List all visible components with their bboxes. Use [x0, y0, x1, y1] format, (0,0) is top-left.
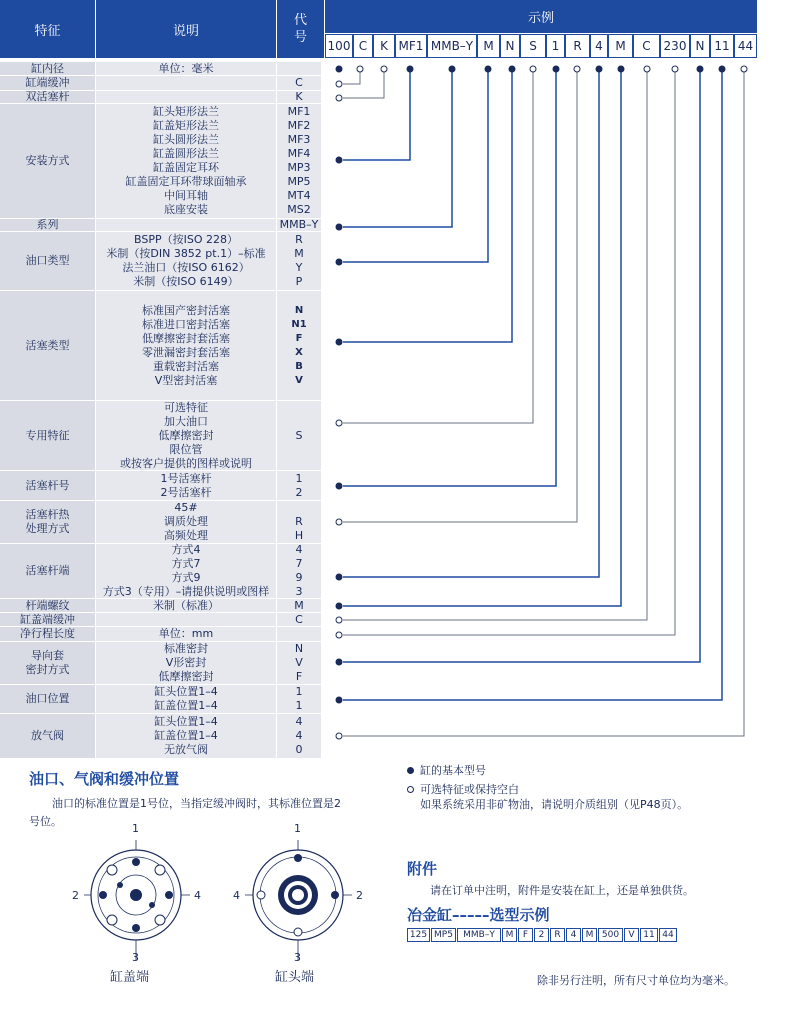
connector-line — [343, 72, 577, 522]
example-code-cell: K — [373, 34, 395, 58]
code-line: Y — [295, 261, 303, 274]
feature-cell: 活塞杆热 处理方式 — [0, 501, 95, 543]
example-code-cell: MF1 — [395, 34, 427, 58]
feature-cell: 净行程长度 — [0, 627, 95, 641]
example-marker — [644, 66, 650, 72]
filled-marker — [336, 483, 342, 489]
code-line: C — [295, 612, 303, 626]
code-line: 1 — [295, 471, 303, 485]
code-line: K — [295, 90, 303, 103]
open-marker — [336, 81, 342, 87]
example-code-cell: N — [500, 34, 520, 58]
feature-cell: 油口位置 — [0, 685, 95, 713]
code-line: V — [295, 374, 303, 386]
description-line: BSPP（按ISO 228） — [134, 233, 238, 246]
example-code-cell: M — [477, 34, 500, 58]
code-line: 9 — [295, 571, 303, 584]
example-marker — [530, 66, 536, 72]
feature-cell: 活塞类型 — [0, 291, 95, 400]
filled-marker — [336, 659, 342, 665]
description-line: 低摩擦密封 — [158, 670, 214, 683]
example-marker — [697, 66, 703, 72]
open-dot-icon — [407, 786, 414, 793]
head-pos-2: 2 — [356, 889, 363, 902]
description-line: V型密封活塞 — [154, 373, 218, 387]
example-marker — [485, 66, 491, 72]
connector-line — [343, 72, 556, 486]
description-line: 标准国产密封活塞 — [142, 303, 230, 317]
selection-code-cell: 4 — [566, 928, 581, 942]
feature-cell: 安装方式 — [0, 104, 95, 218]
cap-end-label: 缸盖端 — [110, 970, 150, 985]
selection-code-cell: 2 — [534, 928, 549, 942]
code-line: M — [294, 598, 304, 612]
selection-code-cell: F — [518, 928, 533, 942]
selection-code-cell: MMB–Y — [457, 928, 501, 942]
open-marker — [336, 420, 342, 426]
code-line: MP5 — [287, 175, 311, 188]
cap-pos-4: 4 — [194, 889, 201, 902]
header-description: 说明 — [96, 0, 276, 58]
code-line: C — [295, 76, 303, 89]
example-marker — [449, 66, 455, 72]
connector-line — [343, 72, 410, 160]
connector-line — [343, 72, 360, 84]
footer-note: 除非另行注明，所有尺寸单位均为毫米。 — [537, 974, 735, 987]
description-line: 无放气阀 — [164, 743, 208, 756]
code-line: 0 — [295, 743, 303, 756]
feature-cell: 系列 — [0, 219, 95, 231]
description-line: 米制（标准） — [153, 598, 219, 612]
cap-pos-1: 1 — [132, 822, 139, 835]
code-line: M — [294, 247, 304, 260]
filled-marker — [336, 66, 342, 72]
legend-open — [407, 781, 519, 797]
code-line: 2 — [295, 485, 303, 499]
description-line: 高频处理 — [164, 529, 208, 542]
accessory-text: 请在订单中注明，附件是安装在缸上，还是单独供货。 — [430, 884, 694, 897]
description-line: 方式7 — [171, 557, 201, 570]
port-text-1: 油口的标准位置是1号位，当指定缓冲阀时，其标准位置是2 — [52, 797, 341, 810]
description-line: 标准进口密封活塞 — [142, 317, 230, 331]
description-line: 缸盖矩形法兰 — [153, 119, 219, 132]
code-line: MF2 — [287, 119, 311, 132]
description-line: 低摩擦密封套活塞 — [142, 331, 230, 345]
connector-line — [343, 72, 488, 262]
connector-line — [343, 72, 452, 227]
legend-open-text: 可选特征或保持空白 — [420, 783, 519, 796]
filled-marker — [336, 224, 342, 230]
selection-code-cell: R — [550, 928, 565, 942]
description-line: 加大油口 — [164, 414, 208, 428]
connector-line — [343, 72, 621, 606]
description-line: 方式4 — [171, 543, 201, 556]
selection-code-cell: M — [502, 928, 517, 942]
example-code-cell: C — [353, 34, 373, 58]
filled-marker — [336, 339, 342, 345]
description-line: 方式9 — [171, 571, 201, 584]
filled-dot-icon — [407, 767, 414, 774]
example-code-cell: M — [608, 34, 633, 58]
selection-code-cell: V — [624, 928, 639, 942]
description-line: 单位：毫米 — [158, 61, 214, 75]
filled-marker — [336, 259, 342, 265]
description-line: 可选特征 — [164, 400, 208, 414]
description-line: 缸盖固定耳环 — [153, 161, 219, 174]
description-line: 米制（按DIN 3852 pt.1）–标准 — [106, 247, 266, 260]
legend-note: 如果系统采用非矿物油，请说明介质组别（见P48页）。 — [420, 798, 689, 811]
connector-line — [343, 72, 533, 423]
feature-cell: 导向套 密封方式 — [0, 642, 95, 684]
example-marker — [407, 66, 413, 72]
description-line: 米制（按ISO 6149） — [133, 275, 239, 288]
code-line: N1 — [291, 318, 307, 330]
description-line: 标准密封 — [164, 642, 208, 655]
feature-cell: 活塞杆号 — [0, 471, 95, 500]
selection-code-cell: 125 — [407, 928, 430, 942]
code-line: X — [295, 346, 303, 358]
connector-line — [343, 72, 384, 98]
selection-code-cell: 44 — [659, 928, 677, 942]
example-marker — [357, 66, 363, 72]
example-code-cell: N — [690, 34, 710, 58]
description-line: 低摩擦密封 — [158, 428, 214, 442]
code-line: MT4 — [287, 189, 311, 202]
connector-line — [343, 72, 744, 736]
code-line: F — [295, 670, 303, 683]
example-code-cell: S — [520, 34, 546, 58]
description-line: 方式3（专用）–请提供说明或图样 — [102, 585, 270, 598]
example-code-cell: 4 — [590, 34, 608, 58]
open-marker — [336, 519, 342, 525]
selection-code-cell: M — [582, 928, 597, 942]
legend-filled — [407, 762, 486, 778]
example-code-cell: 230 — [660, 34, 690, 58]
feature-cell: 双活塞杆 — [0, 91, 95, 103]
code-line: 4 — [295, 729, 303, 742]
code-line: MF4 — [287, 147, 311, 160]
filled-marker — [336, 574, 342, 580]
head-end-label: 缸头端 — [275, 970, 315, 985]
filled-marker — [336, 157, 342, 163]
selection-code-cell: MP5 — [431, 928, 456, 942]
example-code-cell: MMB–Y — [427, 34, 477, 58]
description-line: 缸盖圆形法兰 — [153, 147, 219, 160]
description-line: 单位：mm — [158, 627, 214, 640]
description-line: 缸盖固定耳环带球面轴承 — [125, 175, 247, 188]
filled-marker — [336, 603, 342, 609]
feature-cell: 缸盖端缓冲 — [0, 613, 95, 626]
description-line: 缸盖位置1–4 — [154, 729, 218, 742]
description-line: 45# — [174, 501, 198, 514]
example-marker — [719, 66, 725, 72]
description-line: 法兰油口（按ISO 6162） — [122, 261, 250, 274]
legend-filled-text: 缸的基本型号 — [420, 764, 486, 777]
code-line: MP3 — [287, 161, 311, 174]
description-line: 缸头位置1–4 — [154, 715, 218, 728]
cap-end-diagram — [84, 840, 190, 960]
example-code-cell: C — [633, 34, 660, 58]
example-marker — [574, 66, 580, 72]
open-marker — [336, 617, 342, 623]
description-line: 或按客户提供的图样或说明 — [120, 456, 252, 470]
selection-title: 冶金缸–––––选型示例 — [407, 906, 550, 924]
example-code-cell: R — [565, 34, 590, 58]
feature-cell: 缸内径 — [0, 62, 95, 75]
example-code-cell: 44 — [734, 34, 757, 58]
head-pos-1: 1 — [294, 822, 301, 835]
description-line: 底座安装 — [164, 203, 208, 216]
code-line: 7 — [295, 557, 303, 570]
code-line: P — [295, 275, 303, 288]
head-pos-4: 4 — [233, 889, 240, 902]
head-pos-3: 3 — [294, 951, 301, 964]
example-marker — [509, 66, 515, 72]
code-line: 4 — [295, 715, 303, 728]
connector-line — [343, 72, 599, 577]
example-marker — [553, 66, 559, 72]
open-marker — [336, 632, 342, 638]
code-line: H — [294, 529, 304, 542]
port-section-title: 油口、气阀和缓冲位置 — [29, 770, 180, 788]
filled-marker — [336, 697, 342, 703]
code-line: 1 — [295, 699, 303, 712]
header-example: 示例 — [325, 0, 757, 33]
port-text-2: 号位。 — [29, 815, 62, 828]
code-line: R — [295, 515, 303, 528]
example-marker — [741, 66, 747, 72]
feature-cell: 油口类型 — [0, 232, 95, 290]
example-marker — [381, 66, 387, 72]
header-feature: 特征 — [0, 0, 95, 58]
description-line: 缸头圆形法兰 — [153, 133, 219, 146]
code-line: N — [294, 642, 304, 655]
selection-code-cell: 500 — [598, 928, 623, 942]
description-line: 重载密封活塞 — [153, 359, 219, 373]
code-line: V — [295, 656, 303, 669]
code-line: 4 — [295, 543, 303, 556]
code-line: MMB–Y — [279, 218, 319, 231]
description-line: V形密封 — [165, 656, 207, 669]
description-line: 缸头位置1–4 — [154, 685, 218, 698]
feature-cell: 放气阀 — [0, 714, 95, 758]
open-marker — [336, 733, 342, 739]
code-line: MS2 — [287, 203, 311, 216]
description-line: 中间耳轴 — [164, 189, 208, 202]
example-code-cell: 100 — [325, 34, 353, 58]
code-line: 1 — [295, 685, 303, 698]
code-line: F — [295, 332, 303, 344]
feature-cell: 缸端缓冲 — [0, 76, 95, 90]
description-line: 限位管 — [169, 442, 203, 456]
code-line: N — [294, 304, 304, 316]
example-code-cell: 1 — [546, 34, 565, 58]
selection-code-cell: 11 — [640, 928, 658, 942]
head-end-diagram — [245, 840, 352, 960]
example-marker — [672, 66, 678, 72]
code-line: MF1 — [287, 105, 311, 118]
accessory-title: 附件 — [407, 860, 438, 878]
example-code-cell: 11 — [710, 34, 734, 58]
cap-pos-3: 3 — [132, 951, 139, 964]
cap-pos-2: 2 — [72, 889, 79, 902]
code-line: B — [295, 360, 303, 372]
code-line: S — [295, 428, 303, 442]
connector-line — [343, 72, 675, 635]
connector-line — [343, 72, 512, 342]
description-line: 1号活塞杆 — [160, 471, 212, 485]
code-line: R — [295, 233, 303, 246]
connector-line — [343, 72, 647, 620]
description-line: 调质处理 — [164, 515, 208, 528]
open-marker — [336, 95, 342, 101]
feature-cell: 活塞杆端 — [0, 544, 95, 598]
code-line: MF3 — [287, 133, 311, 146]
description-line: 2号活塞杆 — [160, 485, 212, 499]
description-line: 缸盖位置1–4 — [154, 699, 218, 712]
example-marker — [618, 66, 624, 72]
description-line: 零泄漏密封套活塞 — [142, 345, 230, 359]
port-diagrams — [0, 820, 400, 990]
code-line: 3 — [295, 585, 303, 598]
header-code: 代 号 — [277, 0, 324, 58]
feature-cell: 专用特征 — [0, 401, 95, 470]
example-marker — [596, 66, 602, 72]
description-line: 缸头矩形法兰 — [153, 105, 219, 118]
feature-cell: 杆端螺纹 — [0, 599, 95, 612]
